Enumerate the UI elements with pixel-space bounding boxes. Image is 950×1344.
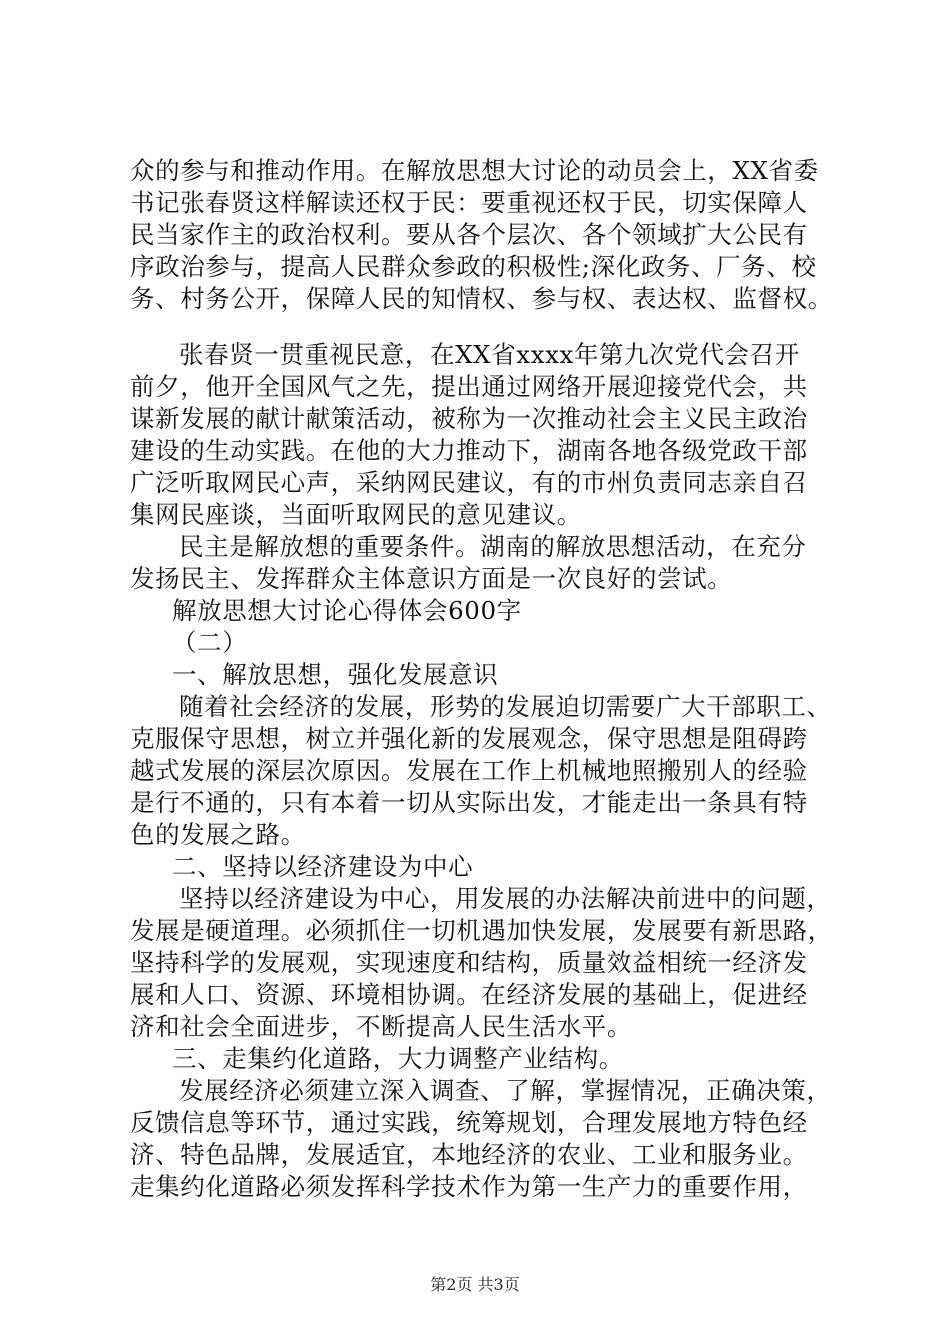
text-line: 发展是硬道理。必须抓住一切机遇加快发展，发展要有新思路， bbox=[130, 916, 833, 945]
page-footer: 第2页 共3页 bbox=[430, 1275, 520, 1294]
text-line: 民当家作主的政治权利。要从各个层次、各个领域扩大公民有 bbox=[130, 220, 808, 249]
section-number: （二） bbox=[172, 628, 248, 657]
paragraph-start-line: 发展经济必须建立深入调查、了解，掌握情况，正确决策， bbox=[179, 1076, 832, 1105]
document-body bbox=[130, 155, 833, 1203]
text-line: 集网民座谈，当面听取网民的意见建议。 bbox=[130, 500, 582, 529]
text-line: 济、特色品牌，发展适宜，本地经济的农业、工业和服务业。 bbox=[130, 1140, 808, 1169]
text-line: 越式发展的深层次原因。发展在工作上机械地照搬别人的经验 bbox=[130, 756, 808, 785]
paragraph-gap bbox=[130, 315, 830, 339]
text-line: 坚持科学的发展观，实现速度和结构，质量效益相统一经济发 bbox=[130, 948, 808, 977]
text-line: 谋新发展的献计献策活动，被称为一次推动社会主义民主政治 bbox=[130, 404, 808, 433]
text-line: 反馈信息等环节，通过实践，统筹规划，合理发展地方特色经 bbox=[130, 1108, 808, 1137]
paragraph-start-line: 坚持以经济建设为中心，用发展的办法解决前进中的问题， bbox=[179, 884, 832, 913]
text-line: 建设的生动实践。在他的大力推动下，湖南各地各级党政干部 bbox=[130, 436, 808, 465]
text-line: 济和社会全面进步，不断提高人民生活水平。 bbox=[130, 1012, 632, 1041]
section-heading: 一、解放思想，强化发展意识 bbox=[172, 660, 499, 689]
text-line: 发扬民主、发挥群众主体意识方面是一次良好的尝试。 bbox=[130, 564, 733, 593]
text-line: 色的发展之路。 bbox=[130, 820, 306, 849]
paragraph-start-line: 随着社会经济的发展，形势的发展迫切需要广大干部职工、 bbox=[179, 692, 832, 721]
text-line: 务、村务公开，保障人民的知情权、参与权、表达权、监督权。 bbox=[130, 284, 833, 313]
section-heading: 二、坚持以经济建设为中心 bbox=[172, 852, 474, 881]
paragraph-start-line: 张春贤一贯重视民意，在XX省xxxx年第九次党代会召开 bbox=[179, 340, 800, 369]
text-line: 走集约化道路必须发挥科学技术作为第一生产力的重要作用， bbox=[130, 1172, 808, 1201]
text-line: 克服保守思想，树立并强化新的发展观念，保守思想是阻碍跨 bbox=[130, 724, 808, 753]
section-heading: 三、走集约化道路，大力调整产业结构。 bbox=[172, 1044, 624, 1073]
section-title: 解放思想大讨论心得体会600字 bbox=[172, 596, 522, 625]
text-line: 前夕，他开全国风气之先，提出通过网络开展迎接党代会，共 bbox=[130, 372, 808, 401]
text-line: 广泛听取网民心声，采纳网民建议，有的市州负责同志亲自召 bbox=[130, 468, 808, 497]
text-line: 书记张春贤这样解读还权于民：要重视还权于民，切实保障人 bbox=[130, 188, 808, 217]
text-line: 是行不通的，只有本着一切从实际出发，才能走出一条具有特 bbox=[130, 788, 808, 817]
text-line: 展和人口、资源、环境相协调。在经济发展的基础上，促进经 bbox=[130, 980, 808, 1009]
text-line: 众的参与和推动作用。在解放思想大讨论的动员会上，XX省委 bbox=[130, 156, 819, 185]
paragraph-start-line: 民主是解放想的重要条件。湖南的解放思想活动，在充分 bbox=[179, 532, 807, 561]
text-line: 序政治参与，提高人民群众参政的积极性;深化政务、厂务、校 bbox=[130, 252, 817, 281]
